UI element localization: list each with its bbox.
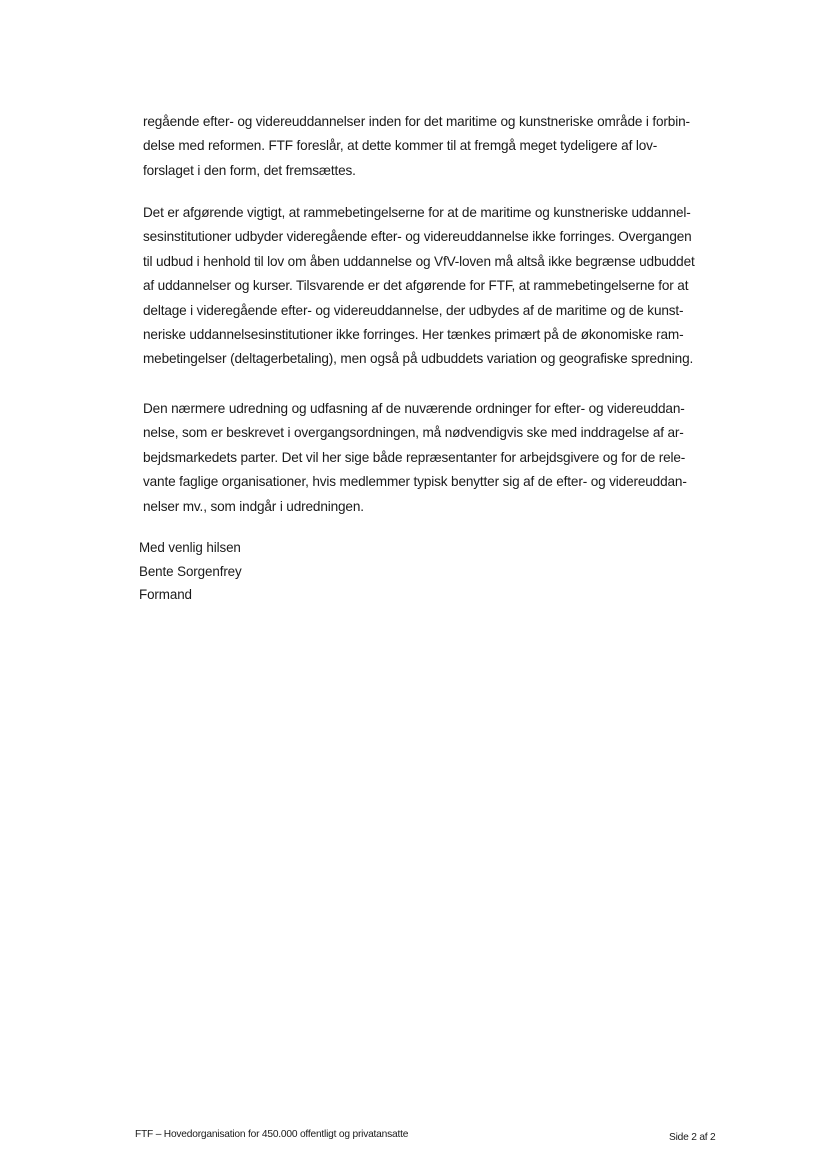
paragraph-line: neriske uddannelsesinstitutioner ikke forringes. Her tænkes primært på de økonomiske ram- bbox=[143, 326, 684, 342]
footer-page-number: Side 2 af 2 bbox=[669, 1132, 716, 1143]
paragraph-3 bbox=[143, 397, 723, 519]
closing-greeting: Med venlig hilsen bbox=[139, 540, 241, 555]
paragraph-line: nelse, som er beskrevet i overgangsordningen, må nødvendigvis ske med inddragelse af ar- bbox=[143, 425, 684, 441]
footer-organization: FTF – Hovedorganisation for 450.000 offentligt og privatansatte bbox=[135, 1129, 409, 1140]
paragraph-line: regående efter- og videreuddannelser inden for det maritime og kunstneriske område i forbin- bbox=[143, 114, 690, 129]
paragraph-line: delse med reformen. FTF foreslår, at dette kommer til at fremgå meget tydeligere af lov- bbox=[143, 138, 658, 154]
paragraph-line: nelser mv., som indgår i udredningen. bbox=[143, 498, 364, 514]
paragraph-line: af uddannelser og kurser. Tilsvarende er det afgørende for FTF, at rammebetingelserne for at bbox=[143, 278, 689, 294]
paragraph-line: bejdsmarkedets parter. Det vil her sige både repræsentanter for arbejdsgivere og for de rele- bbox=[143, 449, 686, 465]
paragraph-line: til udbud i henhold til lov om åben uddannelse og VfV-loven må altså ikke begrænse udbuddet bbox=[143, 253, 695, 269]
signatory-name: Bente Sorgenfrey bbox=[139, 563, 242, 579]
signatory-title: Formand bbox=[139, 587, 192, 602]
paragraph-line: mebetingelser (deltagerbetaling), men også på udbuddets variation og geografiske spredning. bbox=[143, 351, 694, 367]
paragraph-1 bbox=[143, 110, 723, 183]
paragraph-line: Den nærmere udredning og udfasning af de nuværende ordninger for efter- og videreuddan- bbox=[143, 401, 685, 416]
paragraph-line: deltage i videregående efter- og videreuddannelse, der udbydes af de maritime og de kunst- bbox=[143, 302, 684, 318]
closing-signature bbox=[139, 536, 242, 607]
paragraph-2 bbox=[143, 201, 723, 372]
paragraph-line: Det er afgørende vigtigt, at rammebetingelserne for at de maritime og kunstneriske uddannel- bbox=[143, 205, 691, 220]
paragraph-line: sesinstitutioner udbyder videregående efter- og videreuddannelse ikke forringes. Overgangen bbox=[143, 229, 692, 245]
paragraph-line: vante faglige organisationer, hvis medlemmer typisk benytter sig af de efter- og videreuddan- bbox=[143, 474, 687, 490]
paragraph-line: forslaget i den form, det fremsættes. bbox=[143, 162, 356, 178]
